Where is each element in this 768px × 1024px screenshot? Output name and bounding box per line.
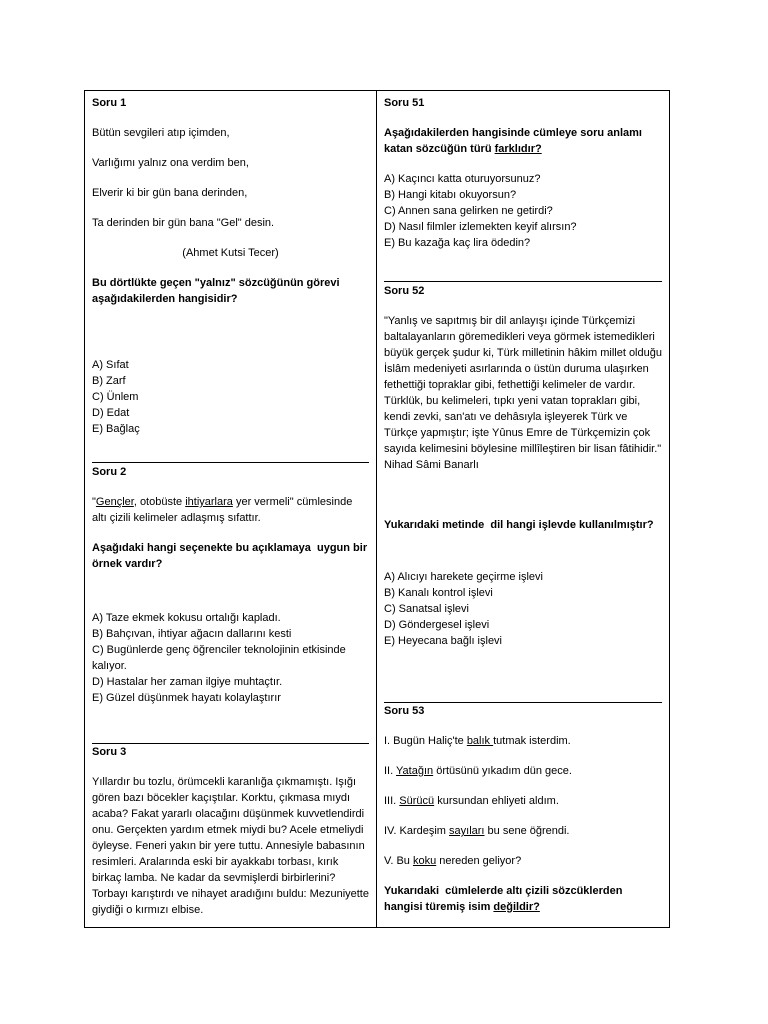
intro-text: , otobüste bbox=[133, 496, 186, 508]
question-title: Soru 53 bbox=[384, 705, 425, 717]
poem-line: Bütün sevgileri atıp içimden, bbox=[92, 127, 230, 139]
statement-2 bbox=[384, 763, 662, 779]
underlined-word: balık bbox=[466, 735, 494, 747]
option-a[interactable]: A) Alıcıyı harekete geçirme işlevi bbox=[384, 571, 543, 583]
question-intro bbox=[92, 494, 369, 526]
statement-1 bbox=[384, 733, 662, 749]
poem-line: Elverir ki bir gün bana derinden, bbox=[92, 187, 248, 199]
question-title: Soru 51 bbox=[384, 97, 425, 109]
question-53 bbox=[384, 703, 662, 929]
passage-text: Yıllardır bu tozlu, örümcekli karanlığa çıkmamıştı. Işığı gören bazı böcekler kaçıştılar. Korktu, çıkmasa mıydı acaba? Fakat yararlı olacağını düşünmek kuvvetlendirdi onu. Gerçekten yardım etmek miydi bu? Acele etmeliydi öyleyse. Feneri yakın bir yere tuttu. Annesiyle babasının resimleri. Aralarında eski bir ayakkabı torbası, kırık birkaç lamba. Ne kadar da sevmişlerdi birbirlerini? Torbayı karıştırdı ve nihayet aradığını buldu: Mezuniyette giydiği o kırmızı elbise. bbox=[92, 776, 373, 916]
option-b[interactable]: B) Bahçıvan, ihtiyar ağacın dallarını kesti bbox=[92, 628, 292, 640]
question-stem: Bu dörtlükte geçen "yalnız" sözcüğünün görevi aşağıdakilerden hangisidir? bbox=[92, 277, 343, 305]
question-stem: Yukarıdaki metinde dil hangi işlevde kullanılmıştır? bbox=[384, 519, 654, 531]
statement-text: III. bbox=[384, 795, 400, 807]
question-stem bbox=[384, 883, 662, 915]
statement-3 bbox=[384, 793, 662, 809]
statement-text: tutmak isterdim. bbox=[493, 735, 571, 747]
statement-text: V. Bu bbox=[384, 855, 413, 867]
statement-text: I. Bugün Haliç'te bbox=[384, 735, 467, 747]
statement-text: bu sene öğrendi. bbox=[484, 825, 570, 837]
question-title: Soru 1 bbox=[92, 97, 127, 109]
question-3 bbox=[92, 744, 373, 932]
question-title: Soru 52 bbox=[384, 285, 425, 297]
question-sheet bbox=[84, 90, 670, 928]
question-text: Aşağıdakilerden hangisinde cümleye soru anlamı katan sözcüğün türü bbox=[384, 127, 646, 155]
underlined-word: değildir? bbox=[493, 901, 540, 913]
options-list bbox=[92, 610, 369, 706]
question-2 bbox=[92, 464, 369, 706]
statement-5 bbox=[384, 853, 662, 869]
question-title: Soru 3 bbox=[92, 746, 127, 758]
statement-text: nereden geliyor? bbox=[436, 855, 522, 867]
option-d[interactable]: D) Nasıl filmler izlemekten keyif alırsın? bbox=[384, 221, 577, 233]
option-a[interactable]: A) Sıfat bbox=[92, 359, 129, 371]
underlined-word: Yatağın bbox=[396, 765, 434, 777]
option-a[interactable]: A) Kaçıncı katta oturuyorsunuz? bbox=[384, 173, 541, 185]
option-d[interactable]: D) Hastalar her zaman ilgiye muhtaçtır. bbox=[92, 676, 283, 688]
underlined-word: farklıdır? bbox=[494, 143, 542, 155]
question-title: Soru 2 bbox=[92, 466, 127, 478]
question-stem bbox=[384, 125, 662, 157]
poem-line: Ta derinden bir gün bana "Gel" desin. bbox=[92, 217, 275, 229]
underlined-word: sayıları bbox=[449, 825, 485, 837]
statement-text: kursundan ehliyeti aldım. bbox=[434, 795, 559, 807]
option-b[interactable]: B) Zarf bbox=[92, 375, 126, 387]
option-e[interactable]: E) Heyecana bağlı işlevi bbox=[384, 635, 503, 647]
statement-4 bbox=[384, 823, 662, 839]
option-c[interactable]: C) Ünlem bbox=[92, 391, 139, 403]
poem-line: Varlığımı yalnız ona verdim ben, bbox=[92, 157, 249, 169]
options-list bbox=[384, 569, 662, 649]
right-column bbox=[377, 91, 669, 927]
passage-author: Nihad Sâmi Banarlı bbox=[384, 459, 479, 471]
underlined-word: Sürücü bbox=[399, 795, 435, 807]
question-text: Yukarıdaki cümlelerde altı çizili sözcüklerden hangisi türemiş isim bbox=[384, 885, 626, 913]
question-stem: Aşağıdaki hangi seçenekte bu açıklamaya uygun bir örnek vardır? bbox=[92, 542, 371, 570]
intro-text: yer vermeli" cümlesinde altı çizili kelimeler adlaşmış sıfattır. bbox=[92, 496, 356, 524]
underlined-word: ihtiyarlara bbox=[185, 496, 233, 508]
options-list bbox=[92, 357, 369, 437]
option-a[interactable]: A) Taze ekmek kokusu ortalığı kapladı. bbox=[92, 612, 281, 624]
passage-text: "Yanlış ve sapıtmış bir dil anlayışı içinde Türkçemizi baltalayanların göremedikleri veya görmek istemedikleri büyük gerçek şudur ki, Türk milletinin hâkim millet olduğu İslâm medeniyeti asırlarında o üstün duruma ulaşırken fethettiği topraklar gibi, fethettiği kelimeler de vardır. Türklük, bu kelimeleri, tıpkı yeni vatan toprakları gibi, kendi zevki, san'atı ve dehâsıyla işleyerek Türk ve Türkçe yapmıştır; işte Yûnus Emre de Türkçemizin çok sayıda kelimesini böylesine millîleştiren bir lisan fâtihidir." bbox=[384, 315, 666, 455]
option-e[interactable]: E) Bu kazağa kaç lira ödedin? bbox=[384, 237, 531, 249]
option-d[interactable]: D) Göndergesel işlevi bbox=[384, 619, 490, 631]
options-list bbox=[384, 171, 662, 251]
intro-quote: " bbox=[92, 496, 96, 508]
option-c[interactable]: C) Sanatsal işlevi bbox=[384, 603, 469, 615]
question-1 bbox=[92, 95, 369, 437]
question-52 bbox=[384, 283, 666, 649]
option-c[interactable]: C) Bugünlerde genç öğrenciler teknolojinin etkisinde kalıyor. bbox=[92, 644, 346, 672]
statement-text: örtüsünü yıkadım dün gece. bbox=[433, 765, 572, 777]
divider bbox=[92, 462, 369, 463]
option-e[interactable]: E) Bağlaç bbox=[92, 423, 140, 435]
option-b[interactable]: B) Kanalı kontrol işlevi bbox=[384, 587, 493, 599]
option-d[interactable]: D) Edat bbox=[92, 407, 130, 419]
divider bbox=[384, 281, 662, 282]
question-51 bbox=[384, 95, 662, 251]
statement-text: IV. Kardeşim bbox=[384, 825, 450, 837]
option-e[interactable]: E) Güzel düşünmek hayatı kolaylaştırır bbox=[92, 692, 281, 704]
poem-author: (Ahmet Kutsi Tecer) bbox=[182, 247, 279, 259]
statement-text: II. bbox=[384, 765, 397, 777]
option-c[interactable]: C) Annen sana gelirken ne getirdi? bbox=[384, 205, 553, 217]
underlined-word: koku bbox=[412, 855, 437, 867]
left-column bbox=[85, 91, 377, 927]
underlined-word: Gençler bbox=[95, 496, 134, 508]
option-b[interactable]: B) Hangi kitabı okuyorsun? bbox=[384, 189, 517, 201]
